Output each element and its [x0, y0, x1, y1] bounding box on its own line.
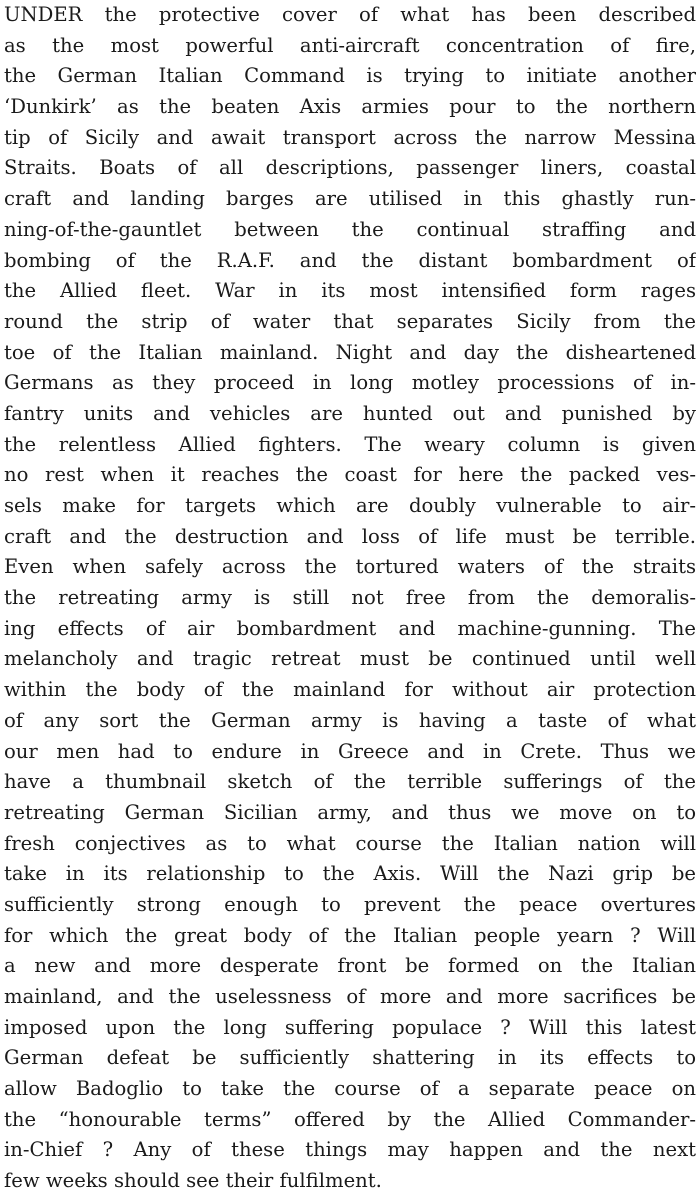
text-line-30: sufficiently strong enough to prevent the peace overtures	[4, 892, 696, 916]
text-line-33: mainland, and the uselessness of more and more sacrifices be	[4, 985, 696, 1008]
text-line-9: bombing of the R.A.F. and the distant bombardment of	[4, 248, 696, 272]
text-line-17: sels make for targets which are doubly vulnerable to air-	[4, 494, 696, 517]
text-line-23: within the body of the mainland for without air protection	[4, 678, 696, 702]
text-line-39: few weeks should see their fulfilment.	[4, 1169, 382, 1193]
text-line-11: round the strip of water that separates Sicily from the	[4, 309, 696, 333]
text-line-32: a new and more desperate front be formed on the Italian	[4, 954, 696, 978]
text-line-19: Even when safely across the tortured waters of the straits	[4, 555, 696, 579]
text-line-26: have a thumbnail sketch of the terrible sufferings of the	[4, 770, 696, 794]
text-line-2: as the most powerful anti-aircraft concentration of fire,	[4, 33, 696, 57]
text-line-10: the Allied fleet. War in its most intensified form rages	[4, 279, 696, 303]
text-line-4: ‘Dunkirk’ as the beaten Axis armies pour to the northern	[4, 95, 696, 119]
text-line-16: no rest when it reaches the coast for here the packed ves-	[4, 463, 696, 487]
text-line-7: craft and landing barges are utilised in this ghastly run-	[4, 187, 696, 211]
text-line-31: for which the great body of the Italian people yearn ? Will	[4, 923, 696, 947]
text-line-27: retreating German Sicilian army, and thus we move on to	[4, 800, 696, 824]
text-line-38: in-Chief ? Any of these things may happen and the next	[4, 1138, 696, 1162]
text-line-29: take in its relationship to the Axis. Will the Nazi grip be	[4, 862, 696, 886]
text-line-6: Straits. Boats of all descriptions, passenger liners, coastal	[4, 156, 696, 180]
text-line-8: ning-of-the-gauntlet between the continual straffing and	[4, 217, 696, 241]
text-line-28: fresh conjectives as to what course the Italian nation will	[4, 831, 696, 855]
text-line-22: melancholy and tragic retreat must be continued until well	[4, 647, 696, 671]
text-line-14: fantry units and vehicles are hunted out and punished by	[4, 401, 696, 425]
text-line-3: the German Italian Command is trying to initiate another	[4, 64, 696, 88]
text-line-1: UNDER the protective cover of what has been described	[4, 3, 696, 26]
text-line-35: German defeat be sufficiently shattering in its effects to	[4, 1046, 696, 1070]
text-line-36: allow Badoglio to take the course of a separate peace on	[4, 1077, 696, 1101]
text-line-34: imposed upon the long suffering populace ? Will this latest	[4, 1015, 696, 1039]
text-line-21: ing effects of air bombardment and machine-gunning. The	[4, 616, 696, 640]
text-line-12: toe of the Italian mainland. Night and day the disheartened	[4, 340, 696, 364]
text-line-5: tip of Sicily and await transport across the narrow Messina	[4, 125, 696, 149]
text-line-37: the “honourable terms” offered by the Allied Commander-	[4, 1107, 696, 1131]
text-line-13: Germans as they proceed in long motley processions of in-	[4, 371, 696, 395]
text-line-18: craft and the destruction and loss of life must be terrible.	[4, 524, 696, 548]
text-line-24: of any sort the German army is having a taste of what	[4, 708, 696, 732]
article-body	[4, 0, 696, 1197]
text-line-15: the relentless Allied fighters. The weary column is given	[4, 432, 696, 456]
text-line-25: our men had to endure in Greece and in Crete. Thus we	[4, 739, 696, 763]
text-line-20: the retreating army is still not free from the demoralis-	[4, 586, 696, 610]
